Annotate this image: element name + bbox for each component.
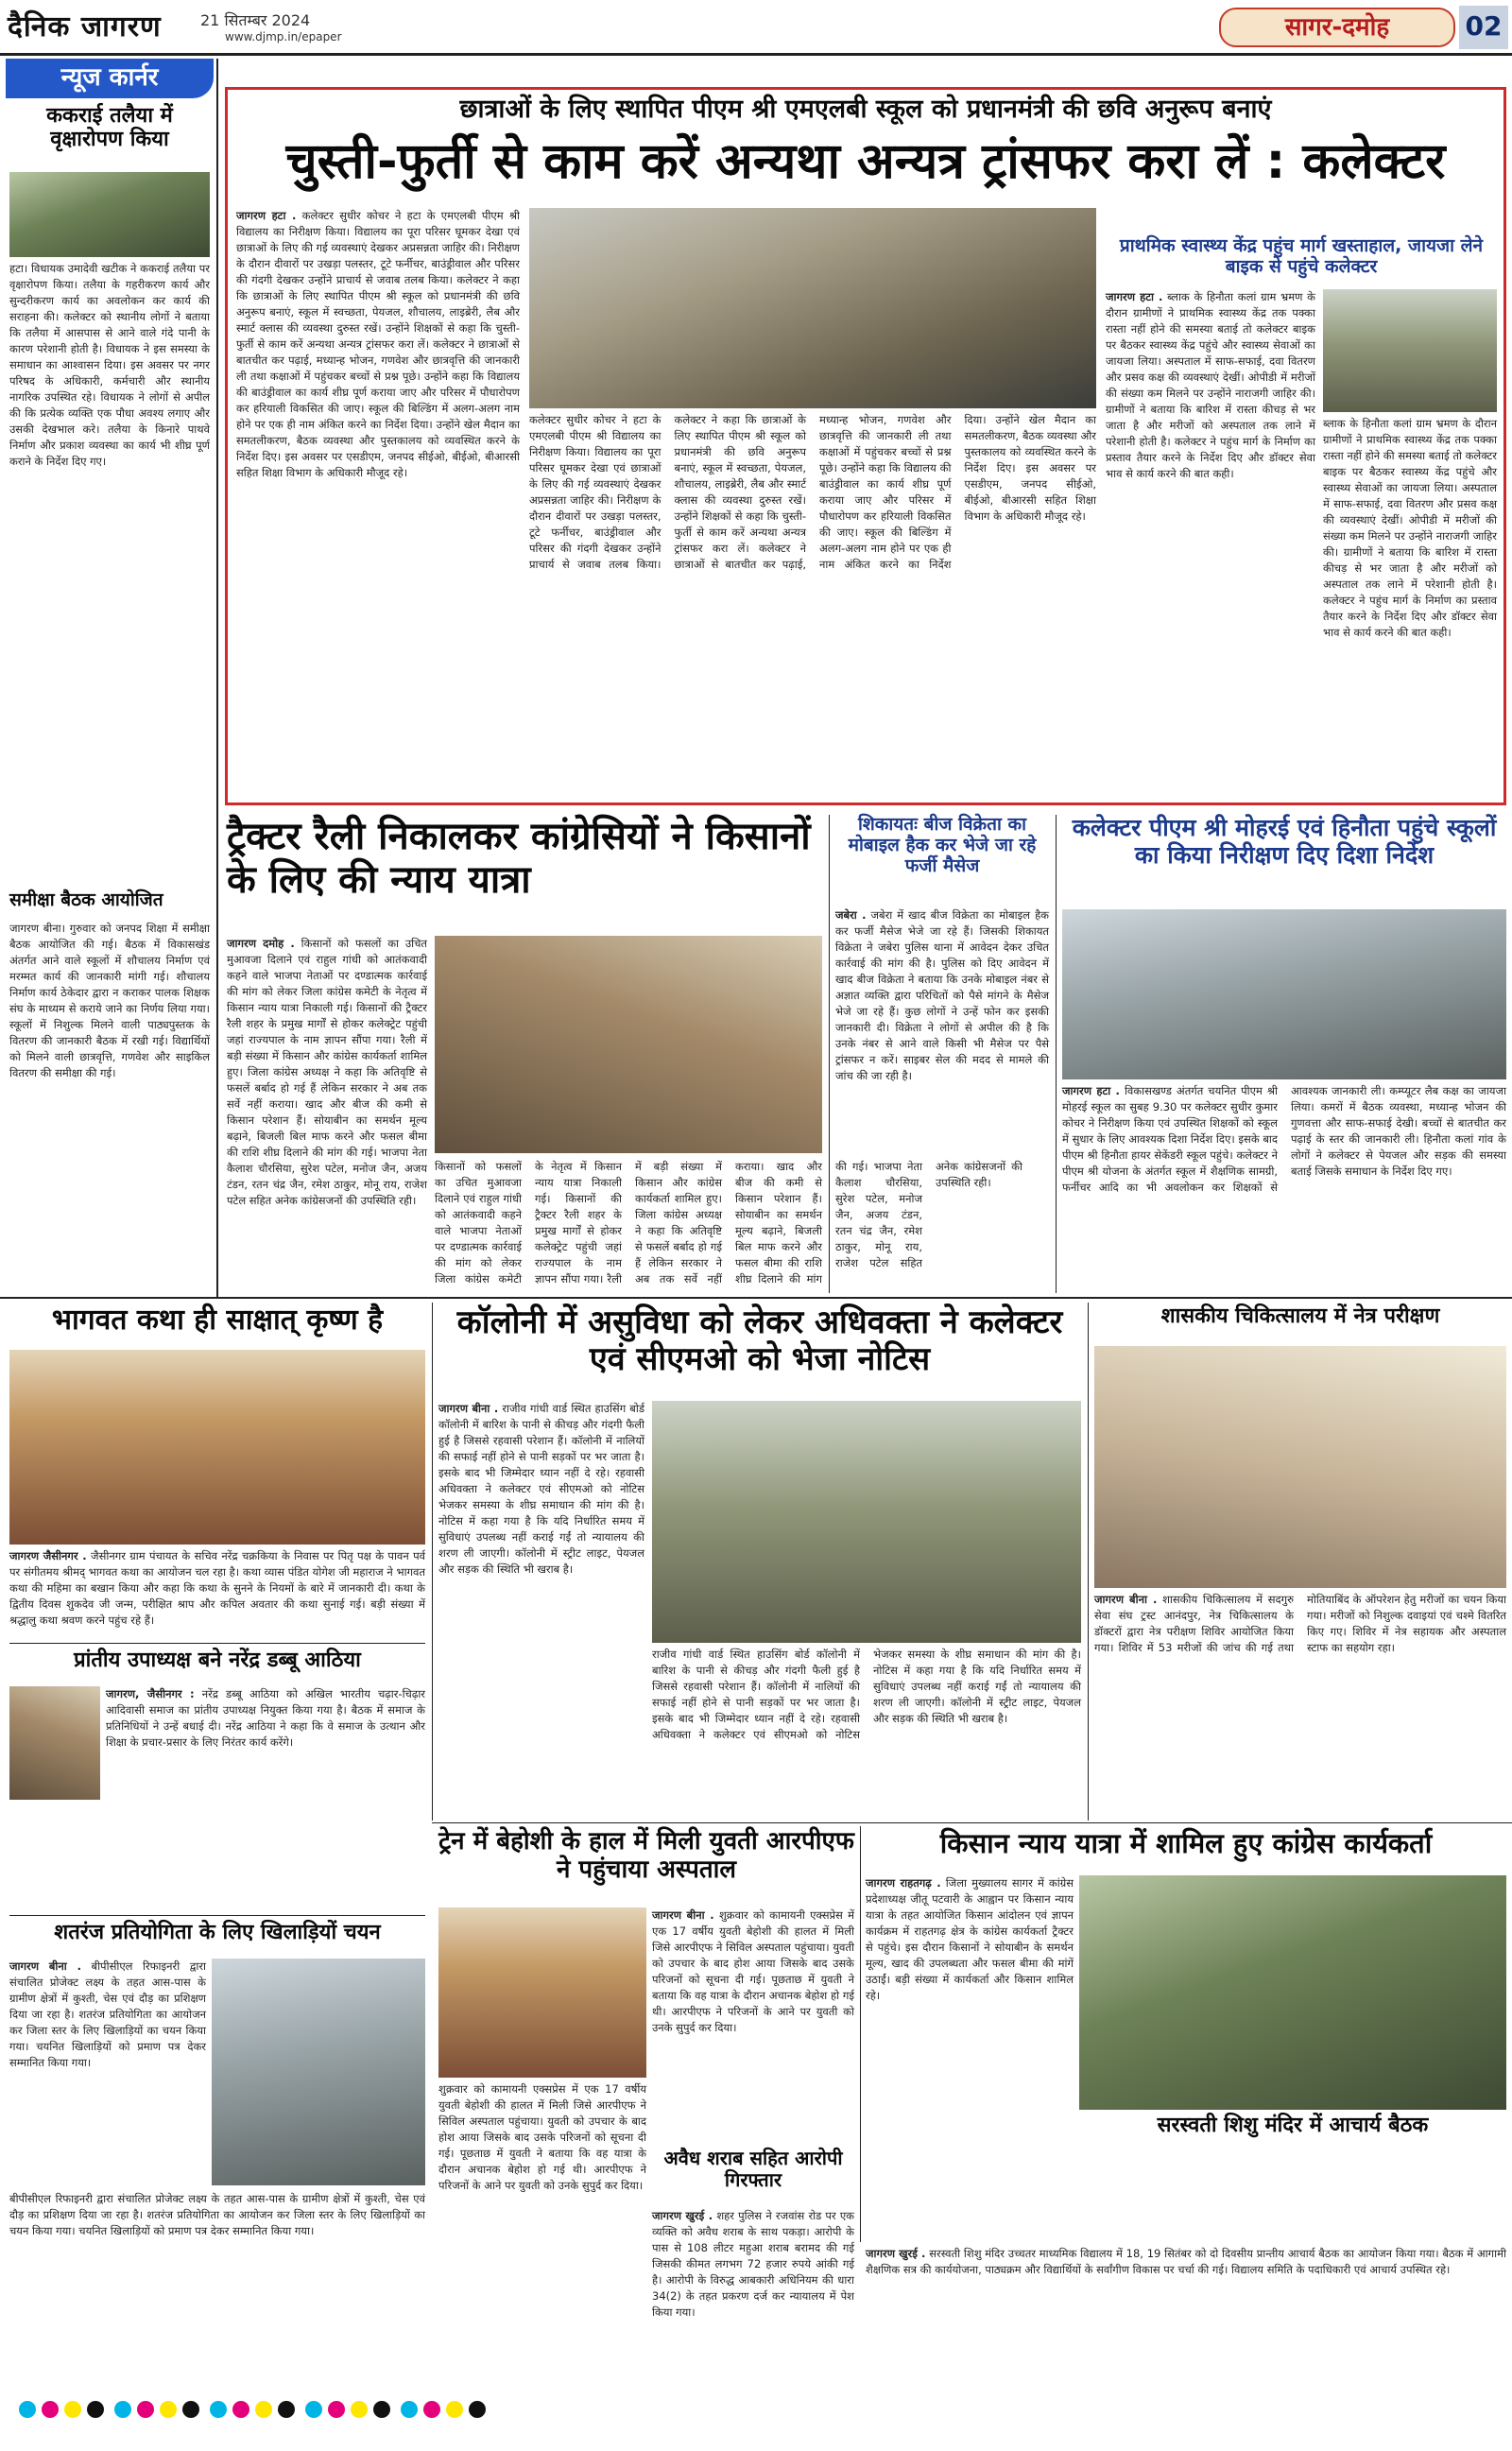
lead-body-text: कलेक्टर सुधीर कोचर ने हटा के एमएलबी पीएम श्री विद्यालय का निरीक्षण किया। विद्यालय का पूरा परिसर घूमकर देखा एवं छात्राओं के लिए की गई व्यवस्थाएं देखकर अप्रसन्नता जाहिर की। निरीक्षण के दौरान दीवारों पर उखड़ा पलस्तर, टूटे फर्नीचर, बाउंड्रीवाल और परिसर की गंदगी देखकर उन्होंने प्राचार्य से जवाब तलब किया। कलेक्टर ने कहा कि छात्राओं के लिए स्थापित पीएम श्री स्कूल को प्रधानमंत्री की छवि अनुरूप बनाएं, स्कूल में स्वच्छता, पेयजल, शौचालय, लाइब्रेरी, लैब और स्मार्ट क्लास की व्यवस्था दुरुस्त रखें। उन्होंने शिक्षकों से कहा कि चुस्ती-फुर्ती से काम करें अन्यथा अन्यत्र ट्रांसफर करा लें। कलेक्टर ने छात्राओं से बातचीत कर पढ़ाई, मध्यान्ह भोजन, गणवेश और छात्रवृत्ति की जानकारी ली तथा कक्षाओं में पहुंचकर बच्चों से प्रश्न पूछे। उन्होंने कहा कि विद्यालय की बाउंड्रीवाल का कार्य शीघ्र पूर्ण कराया जाए और परिसर में पौधारोपण कर हरियाली विकसित की जाए। स्कूल की बिल्डिंग में अलग-अलग नाम होने पर एक ही नाम अंकित करने का निर्देश दिया। उन्होंने खेल मैदान का समतलीकरण, बैठक व्यवस्था और पुस्तकालय को व्यवस्थित करने के निर्देश दिए। इस अवसर पर एसडीएम, जनपद सीईओ, बीईओ, बीआरसी सहित शिक्षा विभाग के अधिकारी मौजूद रहे। — [236, 209, 520, 479]
eye-body — [1094, 1592, 1506, 1817]
dabbu-headline: प्रांतीय उपाध्यक्ष बने नरेंद्र डब्बू आठिया — [74, 1648, 361, 1672]
bhagwat-body-text: जैसीनगर ग्राम पंचायत के सचिव नरेंद्र चक्रकिया के निवास पर पितृ पक्ष के पावन पर्व पर संगीतमय श्रीमद् भागवत कथा का आयोजन चल रहा है। कथा व्यास पंडित योगेश जी महाराज ने भागवत कथा की महिमा का बखान किया और कहा कि कथा के सुनने के नियमों के बारे में जानकारी दी। कथा के द्वितीय दिवस शुकदेव जी जन्म, परीक्षित श्राप और कपिल अवतार की कथा सुनाई गई। बड़ी संख्या में श्रद्धालु कथा श्रवण करने पहुंच रहे हैं। — [9, 1549, 426, 1627]
issue-date: 21 सितम्बर 2024 — [200, 11, 311, 29]
lead-side-photo — [1323, 289, 1497, 412]
tractor-body-text: किसानों को फसलों का उचित मुआवजा दिलाने एवं राहुल गांधी को आतंकवादी कहने वाले भाजपा नेताओं पर दण्डात्मक कार्रवाई की मांग को लेकर जिला कांग्रेस कमेटी के नेतृत्व में किसान न्याय यात्रा निकाली गई। किसानों की ट्रैक्टर रैली शहर के प्रमुख मार्गों से होकर कलेक्ट्रेट पहुंची जहां राज्यपाल के नाम ज्ञापन सौंपा गया। रैली में बड़ी संख्या में किसान और कांग्रेस कार्यकर्ता शामिल हुए। जिला कांग्रेस अध्यक्ष ने कहा कि अतिवृष्टि से फसलें बर्बाद हो गई हैं लेकिन सरकार ने अब तक सर्वे नहीं कराया। खाद और बीज की कमी से किसान परेशान हैं। सोयाबीन का समर्थन मूल्य बढ़ाने, बिजली बिल माफ करने और फसल बीमा की राशि शीघ्र दिलाने की मांग की गई। भाजपा नेता कैलाश चौरसिया, सुरेश पटेल, मनोज जैन, अजय टंडन, रतन चंद्र जैन, रमेश ठाकुर, मोनू राय, राजेश पटेल सहित अनेक कांग्रेसजनों की उपस्थिति रही। — [227, 937, 427, 1207]
liquor-body-text: शहर पुलिस ने रजवांस रोड पर एक व्यक्ति को अवैध शराब के साथ पकड़ा। आरोपी के पास से 108 लीटर महुआ शराब बरामद की गई जिसकी कीमत लगभग 72 हजार रुपये आंकी गई है। आरोपी के विरुद्ध आबकारी अधिनियम की धारा 34(2) के तहत प्रकरण दर्ज कर न्यायालय में पेश किया गया। — [652, 2209, 855, 2319]
tractor-rally-photo — [435, 936, 822, 1153]
chess-photo — [212, 1959, 425, 2185]
tractor-body-first — [227, 936, 427, 1293]
lead-side-body-wide: ब्लाक के हिनौता कलां ग्राम भ्रमण के दौरान ग्रामीणों ने प्राथमिक स्वास्थ्य केंद्र तक पक्का रास्ता नहीं होने की समस्या बताई तो कलेक्टर बाइक पर बैठकर स्वास्थ्य केंद्र पहुंचे और स्वास्थ्य सेवाओं का जायजा लिया। अस्पताल में साफ-सफाई, दवा वितरण और प्रसव कक्ष की व्यवस्थाएं देखीं। ओपीडी में मरीजों की संख्या कम मिलने पर उन्होंने नाराजगी जाहिर की। ग्रामीणों ने बताया कि बारिश में रास्ता कीचड़ से भर जाता है और मरीजों को अस्पताल तक लाने में परेशानी होती है। कलेक्टर ने पहुंच मार्ग के निर्माण का प्रस्ताव तैयार करने के निर्देश दिए और डॉक्टर सेवा भाव से कार्य करने की बात कही। — [1323, 417, 1497, 639]
epaper-url[interactable]: www.djmp.in/epaper — [225, 30, 342, 43]
seed-body — [835, 907, 1049, 1291]
train-body — [652, 1907, 854, 2144]
eye-headline: शासकीय चिकित्सालय में नेत्र परीक्षण — [1160, 1304, 1440, 1328]
saraswati-body — [866, 2246, 1506, 2363]
lead-story-body-continued: कलेक्टर सुधीर कोचर ने हटा के एमएलबी पीएम श्री विद्यालय का निरीक्षण किया। विद्यालय का पूरा परिसर घूमकर देखा एवं छात्राओं के लिए की गई व्यवस्थाएं देखकर अप्रसन्नता जाहिर की। निरीक्षण के दौरान दीवारों पर उखड़ा पलस्तर, टूटे फर्नीचर, बाउंड्रीवाल और परिसर की गंदगी देखकर उन्होंने प्राचार्य से जवाब तलब किया। कलेक्टर ने कहा कि छात्राओं के लिए स्थापित पीएम श्री स्कूल को प्रधानमंत्री की छवि अनुरूप बनाएं, स्कूल में स्वच्छता, पेयजल, शौचालय, लाइब्रेरी, लैब और स्मार्ट क्लास की व्यवस्था दुरुस्त रखें। उन्होंने शिक्षकों से कहा कि चुस्ती-फुर्ती से काम करें अन्यथा अन्यत्र ट्रांसफर करा लें। कलेक्टर ने छात्राओं से बातचीत कर पढ़ाई, मध्यान्ह भोजन, गणवेश और छात्रवृत्ति की जानकारी ली तथा कक्षाओं में पहुंचकर बच्चों से प्रश्न पूछे। उन्होंने कहा कि विद्यालय की बाउंड्रीवाल का कार्य शीघ्र पूर्ण कराया जाए और परिसर में पौधारोपण कर हरियाली विकसित की जाए। स्कूल की बिल्डिंग में अलग-अलग नाम होने पर एक ही नाम अंकित करने का निर्देश दिया। उन्होंने खेल मैदान का समतलीकरण, बैठक व्यवस्था और पुस्तकालय को व्यवस्थित करने के निर्देश दिए। इस अवसर पर एसडीएम, जनपद सीईओ, बीईओ, बीआरसी सहित शिक्षा विभाग के अधिकारी मौजूद रहे। — [529, 413, 1096, 571]
lower-divider — [432, 1822, 1512, 1823]
plantation-photo — [9, 172, 210, 257]
train-body-text: शुक्रवार को कामायनी एक्सप्रेस में एक 17 वर्षीय युवती बेहोशी की हालत में मिली जिसे आरपीएफ ने सिविल अस्पताल पहुंचाया। युवती को उपचार के बाद होश आया जिसके बाद उसके परिजनों को सूचना दी गई। पूछताछ में युवती ने बताया कि वह यात्रा के दौरान अचानक बेहोश हो गई थी। आरपीएफ ने परिजनों के आने पर युवती को उनके सुपुर्द कर दिया। — [652, 1908, 854, 2034]
region-badge: सागर-दमोह — [1219, 8, 1455, 47]
schools-column-divider — [1056, 815, 1057, 1293]
dabbu-portrait — [9, 1686, 100, 1800]
train-photo — [438, 1907, 646, 2078]
tractor-headline: ट्रैक्टर रैली निकालकर कांग्रेसियों ने किसानों के लिए की न्याय यात्रा — [227, 815, 811, 902]
saraswati-headline: सरस्वती शिशु मंदिर में आचार्य बैठक — [1157, 2114, 1429, 2137]
bhagwat-headline: भागवत कथा ही साक्षात् कृष्ण है — [51, 1303, 384, 1337]
tractor-byline: जागरण दमोह . — [227, 937, 295, 950]
kisan-byline: जागरण राहतगढ़ . — [866, 1876, 941, 1890]
liquor-headline: अवैध शराब सहित आरोपी गिरफ्तार — [663, 2147, 843, 2191]
eye-byline: जागरण बीना . — [1094, 1593, 1158, 1606]
kisan-body-text: जिला मुख्यालय सागर में कांग्रेस प्रदेशाध्यक्ष जीतू पटवारी के आह्वान पर किसान न्याय यात्रा के तहत आयोजित किसान आंदोलन एवं ज्ञापन कार्यक्रम में राहतगढ़ क्षेत्र के कांग्रेस कार्यकर्ता ट्रैक्टर से पहुंचे। इस दौरान किसानों ने सोयाबीन के समर्थन मूल्य, खाद की उपलब्धता और फसल बीमा की मांगें उठाईं। बड़ी संख्या में कार्यकर्ता और किसान शामिल रहे। — [866, 1876, 1074, 2002]
eye-body-text: शासकीय चिकित्सालय में सदगुरु सेवा संघ ट्रस्ट आनंदपुर, नेत्र चिकित्सालय के डॉक्टरों द्वारा नेत्र परीक्षण शिविर आयोजित किया गया। शिविर में 53 मरीजों की जांच की गई तथा मोतियाबिंद के ऑपरेशन हेतु मरीजों का चयन किया गया। मरीजों को निशुल्क दवाइयां एवं चश्मे वितरित किए गए। शिविर में नेत्र सहायक और अस्पताल स्टाफ का सहयोग रहा। — [1094, 1593, 1506, 1654]
colony-byline: जागरण बीना . — [438, 1402, 499, 1415]
dabbu-body — [106, 1686, 425, 1909]
tractor-body-continued: किसानों को फसलों का उचित मुआवजा दिलाने एवं राहुल गांधी को आतंकवादी कहने वाले भाजपा नेताओं पर दण्डात्मक कार्रवाई की मांग को लेकर जिला कांग्रेस कमेटी के नेतृत्व में किसान न्याय यात्रा निकाली गई। किसानों की ट्रैक्टर रैली शहर के प्रमुख मार्गों से होकर कलेक्ट्रेट पहुंची जहां राज्यपाल के नाम ज्ञापन सौंपा गया। रैली में बड़ी संख्या में किसान और कांग्रेस कार्यकर्ता शामिल हुए। जिला कांग्रेस अध्यक्ष ने कहा कि अतिवृष्टि से फसलें बर्बाद हो गई हैं लेकिन सरकार ने अब तक सर्वे नहीं कराया। खाद और बीज की कमी से किसान परेशान हैं। सोयाबीन का समर्थन मूल्य बढ़ाने, बिजली बिल माफ करने और फसल बीमा की राशि शीघ्र दिलाने की मांग की गई। भाजपा नेता कैलाश चौरसिया, सुरेश पटेल, मनोज जैन, अजय टंडन, रतन चंद्र जैन, रमेश ठाकुर, मोनू राय, राजेश पटेल सहित अनेक कांग्रेसजनों की उपस्थिति रही। — [435, 1160, 1022, 1286]
story-body-review-meeting: जागरण बीना। गुरुवार को जनपद शिक्षा में समीक्षा बैठक आयोजित की गई। बैठक में विकासखंड अंतर्गत आने वाले स्कूलों में शौचालय निर्माण एवं मरम्मत कार्य की जानकारी मांगी गई। शौचालय निर्माण कार्य ठेकेदार द्वारा न कराकर पालक शिक्षक संघ के माध्यम से कराये जाने का निर्णय लिया गया। स्कूलों में निशुल्क मिलने वाली पाठ्यपुस्तक के वितरण की जानकारी बैठक में रखी गई। विद्यार्थियों को मिलने वाली छात्रवृत्ति, गणवेश और साइकिल वितरण की समीक्षा की गई। — [9, 922, 210, 1079]
colony-body-text: राजीव गांधी वार्ड स्थित हाउसिंग बोर्ड कॉलोनी में बारिश के पानी से कीचड़ और गंदगी फैली हुई है जिससे रहवासी परेशान हैं। कॉलोनी में नालियों की सफाई नहीं होने से पानी सड़कों पर भर जाता है। इसके बाद भी जिम्मेदार ध्यान नहीं दे रहे। रहवासी अधिवक्ता ने कलेक्टर एवं सीएमओ को नोटिस भेजकर समस्या के शीघ्र समाधान की मांग की है। नोटिस में कहा गया है कि यदि निर्धारित समय में सुविधाएं उपलब्ध नहीं कराई गईं तो न्यायालय की शरण ली जाएगी। कॉलोनी में स्ट्रीट लाइट, पेयजल और सड़क की स्थिति भी खराब है। — [438, 1402, 644, 1576]
story-title-review-meeting: समीक्षा बैठक आयोजित — [9, 889, 163, 910]
lead-byline: जागरण हटा . — [236, 209, 297, 222]
seed-body-text: जबेरा में खाद बीज विक्रेता का मोबाइल हैक कर फर्जी मैसेज भेजे जा रहे हैं। जिसकी शिकायत विक्रेता ने जबेरा पुलिस थाना में आवेदन देकर उचित कार्रवाई की मांग की है। पुलिस को दिए आवेदन में खाद बीज विक्रेता ने बताया कि उनके मोबाइल नंबर से अज्ञात व्यक्ति द्वारा परिचितों को पैसे मांगने के मैसेज भेजे जा रहे हैं। कुछ लोगों ने उन्हें फोन कर इसकी जानकारी दी। विक्रेता ने लोगों से अपील की है कि उनके नंबर से आने वाले किसी भी मैसेज पर पैसे ट्रांसफर न करें। साइबर सेल की मदद से मामले की जांच की जा रही है। — [835, 908, 1050, 1082]
lead-side-body-text: ब्लाक के हिनौता कलां ग्राम भ्रमण के दौरान ग्रामीणों ने प्राथमिक स्वास्थ्य केंद्र तक पक्का रास्ता नहीं होने की समस्या बताई तो कलेक्टर बाइक पर बैठकर स्वास्थ्य केंद्र पहुंचे और स्वास्थ्य सेवाओं का जायजा लिया। अस्पताल में साफ-सफाई, दवा वितरण और प्रसव कक्ष की व्यवस्थाएं देखीं। ओपीडी में मरीजों की संख्या कम मिलने पर उन्होंने नाराजगी जाहिर की। ग्रामीणों ने बताया कि बारिश में रास्ता कीचड़ से भर जाता है और मरीजों को अस्पताल तक लाने में परेशानी होती है। कलेक्टर ने पहुंच मार्ग के निर्माण का प्रस्ताव तैयार करने के निर्देश दिए और डॉक्टर सेवा भाव से कार्य करने की बात कही। — [1106, 290, 1316, 480]
bhagwat-byline: जागरण जैसीनगर . — [9, 1549, 87, 1562]
chess-divider — [9, 1915, 425, 1916]
dabbu-body-text: नरेंद्र डब्बू आठिया को अखिल भारतीय चढ़ार-चिढ़ार आदिवासी समाज का प्रांतीय उपाध्यक्ष नियुक्त किया गया है। बैठक में समाज के प्रतिनिधियों ने उन्हें बधाई दी। नरेंद्र आठिया ने कहा कि वे समाज के उत्थान और शिक्षा के प्रचार-प्रसार के लिए निरंतर कार्य करेंगे। — [106, 1687, 426, 1749]
kisan-headline: किसान न्याय यात्रा में शामिल हुए कांग्रेस कार्यकर्ता — [939, 1827, 1433, 1859]
lead-photo — [529, 208, 1096, 408]
liquor-byline: जागरण खुरई . — [652, 2209, 713, 2222]
chess-byline: जागरण बीना . — [9, 1959, 81, 1973]
schools-body — [1062, 1083, 1506, 1293]
kisan-tractor-photo — [1079, 1875, 1506, 2110]
train-headline: ट्रेन में बेहोशी के हाल में मिली युवती आरपीएफ ने पहुंचाया अस्पताल — [438, 1827, 854, 1884]
saraswati-byline: जागरण खुरई . — [866, 2247, 926, 2260]
colony-column-divider — [432, 1303, 433, 1821]
eye-camp-photo — [1094, 1346, 1506, 1588]
colony-body-continued: राजीव गांधी वार्ड स्थित हाउसिंग बोर्ड कॉलोनी में बारिश के पानी से कीचड़ और गंदगी फैली हुई है जिससे रहवासी परेशान हैं। कॉलोनी में नालियों की सफाई नहीं होने से पानी सड़कों पर भर जाता है। इसके बाद भी जिम्मेदार ध्यान नहीं दे रहे। रहवासी अधिवक्ता ने कलेक्टर एवं सीएमओ को नोटिस भेजकर समस्या के शीघ्र समाधान की मांग की है। नोटिस में कहा गया है कि यदि निर्धारित समय में सुविधाएं उपलब्ध नहीं कराई गईं तो न्यायालय की शरण ली जाएगी। कॉलोनी में स्ट्रीट लाइट, पेयजल और सड़क की स्थिति भी खराब है। — [652, 1648, 1081, 1741]
colony-body — [438, 1401, 644, 1817]
bhagwat-body — [9, 1548, 425, 1639]
train-byline: जागरण बीना . — [652, 1908, 714, 1922]
chess-body-text: बीपीसीएल रिफाइनरी द्वारा संचालित प्रोजेक्ट लक्ष्य के तहत आस-पास के ग्रामीण क्षेत्रों में कुश्ती, चेस एवं दौड़ का प्रशिक्षण दिया जा रहा है। शतरंज प्रतियोगिता का आयोजन कर जिला स्तर के लिए खिलाड़ियों का चयन किया गया। चयनित खिलाड़ियों को प्रमाण पत्र देकर सम्मानित किया गया। — [9, 1959, 207, 2069]
lead-side-headline: प्राथमिक स्वास्थ्य केंद्र पहुंच मार्ग खस्ताहाल, जायजा लेने बाइक से पहुंचे कलेक्टर — [1119, 235, 1484, 277]
masthead-divider — [0, 53, 1512, 56]
kisan-column-divider — [860, 1826, 861, 2242]
lead-story-body — [236, 208, 520, 591]
train-body-continued: शुक्रवार को कामायनी एक्सप्रेस में एक 17 वर्षीय युवती बेहोशी की हालत में मिली जिसे आरपीएफ ने सिविल अस्पताल पहुंचाया। युवती को उपचार के बाद होश आया जिसके बाद उसके परिजनों को सूचना दी गई। पूछताछ में युवती ने बताया कि वह यात्रा के दौरान अचानक बेहोश हो गई थी। आरपीएफ ने परिजनों के आने पर युवती को उनके सुपुर्द कर दिया। — [438, 2082, 646, 2192]
dabbu-byline: जागरण, जैसीनगर : — [106, 1687, 195, 1700]
chess-headline: शतरंज प्रतियोगिता के लिए खिलाड़ियों चयन — [54, 1921, 381, 1944]
lead-side-body — [1106, 289, 1315, 800]
dabbu-divider — [9, 1643, 425, 1644]
seed-byline: जबेरा . — [835, 908, 867, 922]
print-color-bar — [19, 2401, 1493, 2427]
schools-headline: कलेक्टर पीएम श्री मोहरई एवं हिनौता पहुंचे स्कूलों का किया निरीक्षण दिए दिशा निर्देश — [1072, 814, 1497, 869]
bhagwat-photo — [9, 1350, 425, 1545]
left-column-divider — [216, 59, 218, 1297]
colony-photo — [652, 1401, 1081, 1643]
schools-photo — [1062, 909, 1506, 1079]
chess-body-continued: बीपीसीएल रिफाइनरी द्वारा संचालित प्रोजेक्ट लक्ष्य के तहत आस-पास के ग्रामीण क्षेत्रों में कुश्ती, चेस एवं दौड़ का प्रशिक्षण दिया जा रहा है। शतरंज प्रतियोगिता का आयोजन कर जिला स्तर के लिए खिलाड़ियों का चयन किया गया। चयनित खिलाड़ियों को प्रमाण पत्र देकर सम्मानित किया गया। — [9, 2192, 425, 2237]
schools-body-text: विकासखण्ड अंतर्गत चयनित पीएम श्री मोहरई स्कूल का सुबह 9.30 पर कलेक्टर सुधीर कुमार कोचर ने निरीक्षण किया एवं उपस्थित शिक्षकों को स्कूल में सुधार के लिए आवश्यक दिशा निर्देश दिए। इसके बाद पीएम श्री हिनौता हायर सेकेंडरी स्कूल पहुंचे। कलेक्टर ने पीएम श्री योजना के अंतर्गत स्कूल में शैक्षणिक सामग्री, फर्नीचर आदि का भी अवलोकन कर शिक्षकों से आवश्यक जानकारी ली। कम्प्यूटर लैब कक्ष का जायजा लिया। कमरों में बैठक व्यवस्था, मध्यान्ह भोजन की गुणवत्ता और साफ-सफाई देखी। बच्चों से बातचीत कर पढ़ाई के स्तर की जानकारी ली। हिनौता कलां गांव के लोगों ने कलेक्टर से पेयजल और सड़क की समस्या बताई जिसके समाधान के निर्देश दिए गए। — [1062, 1084, 1506, 1194]
page-number: 02 — [1459, 6, 1508, 49]
lead-side-byline: जागरण हटा . — [1106, 290, 1163, 303]
colony-headline: कॉलोनी में असुविधा को लेकर अधिवक्ता ने कलेक्टर एवं सीएमओ को भेजा नोटिस — [456, 1303, 1063, 1379]
seed-headline: शिकायतः बीज विक्रेता का मोबाइल हैक कर भेजे जा रहे फर्जी मैसेज — [848, 814, 1037, 876]
middle-divider — [0, 1297, 1512, 1299]
eye-column-divider — [1088, 1303, 1089, 1821]
schools-byline: जागरण हटा . — [1062, 1084, 1120, 1097]
seed-column-divider — [829, 815, 830, 1293]
lead-headline: चुस्ती-फुर्ती से काम करें अन्यथा अन्यत्र ट्रांसफर करा लें : कलेक्टर — [285, 133, 1446, 190]
newspaper-logo: दैनिक जागरण — [8, 10, 162, 43]
chess-body-first — [9, 1959, 206, 2185]
saraswati-body-text: सरस्वती शिशु मंदिर उच्चतर माध्यमिक विद्यालय में 18, 19 सितंबर को दो दिवसीय प्रान्तीय आचार्य बैठक का आयोजन किया गया। बैठक में आगामी शैक्षणिक सत्र की कार्ययोजना, पाठ्यक्रम और विद्यार्थियों के सर्वांगीण विकास पर चर्चा की गई। विद्यालय समिति के पदाधिकारी एवं आचार्य उपस्थित रहे। — [866, 2247, 1506, 2276]
lead-kicker: छात्राओं के लिए स्थापित पीएम श्री एमएलबी स्कूल को प्रधानमंत्री की छवि अनुरूप बनाएं — [459, 95, 1272, 124]
news-corner-title: न्यूज कार्नर — [6, 59, 214, 98]
story-body-plantation: हटा। विधायक उमादेवी खटीक ने ककराई तलैया पर वृक्षारोपण किया। तलैया के गहरीकरण कार्य और सुन्दरीकरण कार्य का अवलोकन कर कार्य की सराहना की। कलेक्टर को स्थानीय लोगों ने बताया कि तलैया में आसपास से आने वाले गंदे पानी के कारण परेशानी होती है। विधायक ने इस समस्या के समाधान का आश्वासन दिया। इस अवसर पर नगर परिषद के अधिकारी, कर्मचारी और स्थानीय नागरिक उपस्थित रहे। विधायक ने लोगों से अपील की कि प्रत्येक व्यक्ति एक पौधा अवश्य लगाए और उसकी देखभाल करे। तलैया के किनारे पाथवे निर्माण और प्रकाश व्यवस्था का कार्य भी शीघ्र पूर्ण कराने के निर्देश दिए गए। — [9, 262, 210, 468]
kisan-body — [866, 1875, 1074, 2240]
story-title-plantation: ककराई तलैया में वृक्षारोपण किया — [46, 104, 173, 152]
liquor-body — [652, 2208, 854, 2363]
